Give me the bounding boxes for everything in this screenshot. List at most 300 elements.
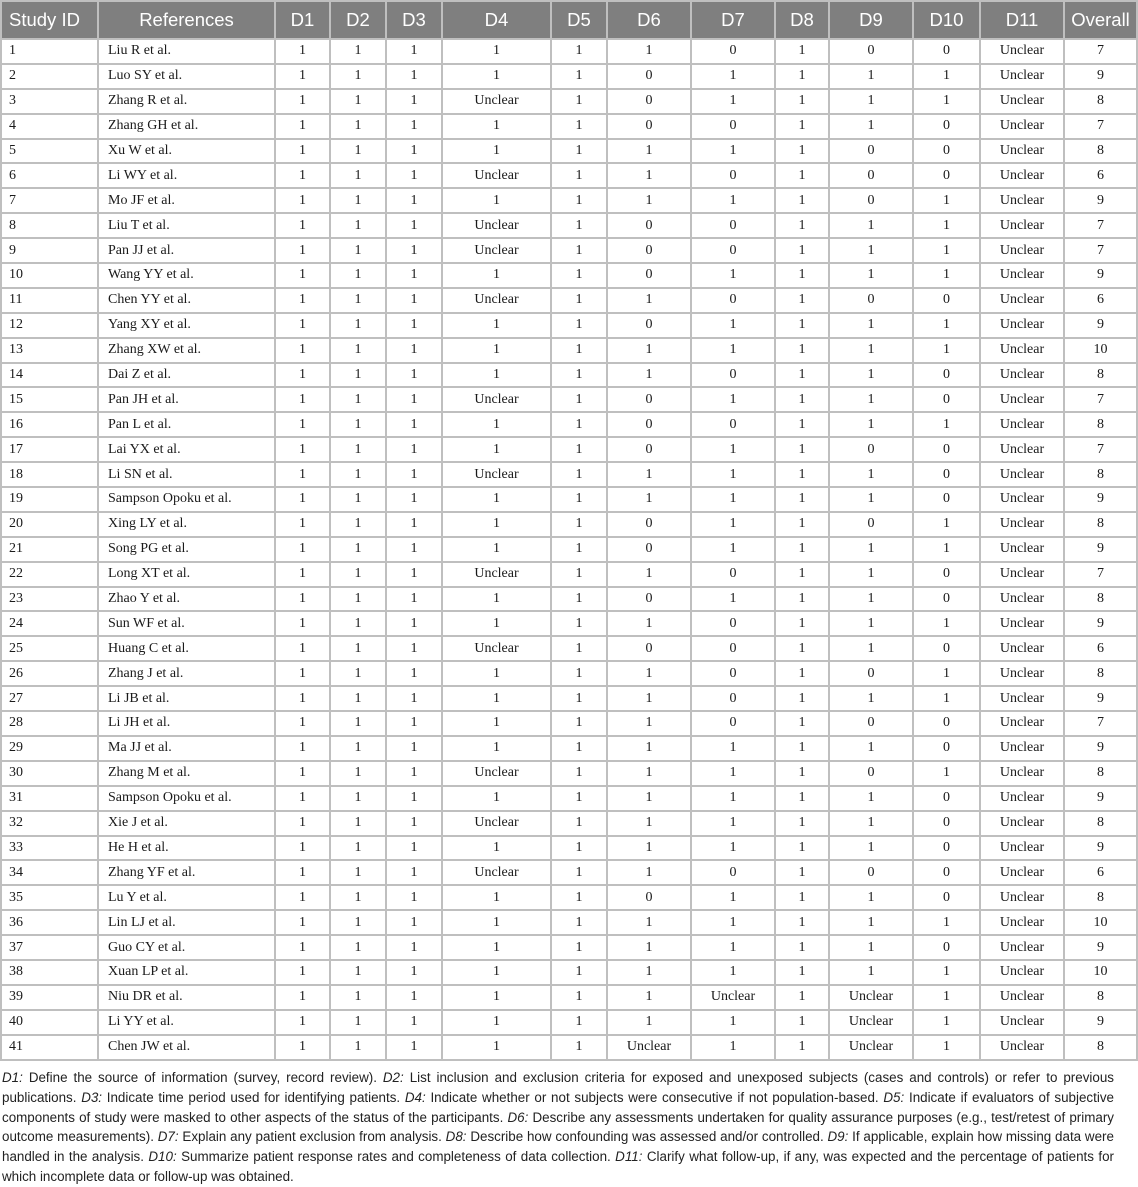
- score-cell: 1: [275, 139, 330, 164]
- score-cell: 1: [551, 860, 607, 885]
- score-cell: 1: [607, 786, 691, 811]
- score-cell: Unclear: [980, 238, 1064, 263]
- table-body: [1, 39, 1137, 1060]
- score-cell: 1: [551, 188, 607, 213]
- table-row: [1, 811, 1137, 836]
- study-id-cell: 40: [1, 1010, 98, 1035]
- study-id-cell: 25: [1, 636, 98, 661]
- footnote-text: Indicate whether or not subjects were consecutive if not population-based.: [430, 1089, 879, 1105]
- score-cell: 1: [913, 1010, 980, 1035]
- reference-cell: Huang C et al.: [98, 636, 275, 661]
- score-cell: 1: [275, 860, 330, 885]
- score-cell: 1: [691, 960, 775, 985]
- score-cell: 1: [386, 412, 442, 437]
- score-cell: 1: [551, 636, 607, 661]
- score-cell: 1: [442, 910, 551, 935]
- score-cell: 1: [829, 686, 913, 711]
- score-cell: Unclear: [980, 761, 1064, 786]
- score-cell: Unclear: [442, 238, 551, 263]
- score-cell: 1: [775, 487, 829, 512]
- score-cell: 1: [829, 114, 913, 139]
- score-cell: 9: [1064, 313, 1137, 338]
- score-cell: 8: [1064, 412, 1137, 437]
- score-cell: 1: [275, 587, 330, 612]
- score-cell: 1: [386, 89, 442, 114]
- score-cell: 1: [386, 910, 442, 935]
- score-cell: 1: [386, 960, 442, 985]
- score-cell: 1: [386, 512, 442, 537]
- score-cell: 8: [1064, 1035, 1137, 1060]
- score-cell: 1: [775, 412, 829, 437]
- score-cell: 8: [1064, 885, 1137, 910]
- score-cell: Unclear: [980, 985, 1064, 1010]
- score-cell: 1: [275, 437, 330, 462]
- score-cell: 1: [275, 39, 330, 64]
- score-cell: 1: [275, 487, 330, 512]
- score-cell: 1: [775, 387, 829, 412]
- score-cell: 1: [442, 587, 551, 612]
- score-cell: 1: [330, 512, 386, 537]
- score-cell: 1: [913, 910, 980, 935]
- score-cell: 7: [1064, 711, 1137, 736]
- score-cell: 1: [829, 263, 913, 288]
- table-row: [1, 39, 1137, 64]
- score-cell: Unclear: [980, 661, 1064, 686]
- score-cell: 1: [442, 711, 551, 736]
- score-cell: 1: [829, 587, 913, 612]
- score-cell: 1: [330, 836, 386, 861]
- study-id-cell: 32: [1, 811, 98, 836]
- score-cell: 1: [330, 860, 386, 885]
- score-cell: 1: [275, 512, 330, 537]
- score-cell: 1: [607, 836, 691, 861]
- table-row: [1, 114, 1137, 139]
- score-cell: 1: [442, 611, 551, 636]
- score-cell: 1: [691, 462, 775, 487]
- score-cell: 1: [275, 736, 330, 761]
- study-id-cell: 2: [1, 64, 98, 89]
- reference-cell: Pan JJ et al.: [98, 238, 275, 263]
- score-cell: 1: [775, 711, 829, 736]
- score-cell: 1: [829, 960, 913, 985]
- score-cell: 1: [386, 686, 442, 711]
- study-id-cell: 24: [1, 611, 98, 636]
- study-id-cell: 27: [1, 686, 98, 711]
- score-cell: 1: [829, 338, 913, 363]
- score-cell: 0: [829, 512, 913, 537]
- score-cell: 10: [1064, 960, 1137, 985]
- score-cell: 1: [330, 885, 386, 910]
- score-cell: 0: [691, 860, 775, 885]
- score-cell: 1: [691, 263, 775, 288]
- score-cell: 1: [275, 1035, 330, 1060]
- score-cell: 1: [829, 387, 913, 412]
- study-id-cell: 33: [1, 836, 98, 861]
- score-cell: 9: [1064, 786, 1137, 811]
- footnote-key: D10:: [148, 1149, 177, 1165]
- score-cell: 0: [691, 238, 775, 263]
- score-cell: 9: [1064, 263, 1137, 288]
- footnote-text: Explain any patient exclusion from analysis.: [182, 1129, 442, 1145]
- score-cell: 1: [691, 1035, 775, 1060]
- score-cell: 1: [275, 661, 330, 686]
- footnote-key: D6:: [507, 1109, 529, 1125]
- score-cell: 1: [442, 64, 551, 89]
- score-cell: 1: [275, 562, 330, 587]
- score-cell: 1: [829, 89, 913, 114]
- score-cell: 7: [1064, 238, 1137, 263]
- score-cell: 1: [330, 736, 386, 761]
- reference-cell: Sampson Opoku et al.: [98, 487, 275, 512]
- score-cell: 1: [386, 338, 442, 363]
- score-cell: 1: [829, 935, 913, 960]
- score-cell: 1: [386, 711, 442, 736]
- score-cell: 0: [607, 114, 691, 139]
- score-cell: 1: [551, 39, 607, 64]
- score-cell: 1: [551, 313, 607, 338]
- score-cell: 1: [551, 985, 607, 1010]
- table-row: [1, 462, 1137, 487]
- score-cell: 6: [1064, 860, 1137, 885]
- score-cell: 1: [275, 213, 330, 238]
- score-cell: 8: [1064, 139, 1137, 164]
- score-cell: 1: [386, 1035, 442, 1060]
- score-cell: 6: [1064, 636, 1137, 661]
- score-cell: 1: [691, 313, 775, 338]
- score-cell: 1: [330, 562, 386, 587]
- score-cell: 1: [775, 263, 829, 288]
- footnote-text: Define the source of information (survey, record review).: [28, 1070, 377, 1085]
- score-cell: 1: [330, 263, 386, 288]
- study-id-cell: 14: [1, 363, 98, 388]
- score-cell: 1: [386, 462, 442, 487]
- score-cell: 1: [775, 1035, 829, 1060]
- score-cell: 1: [275, 238, 330, 263]
- table-footnotes: [2, 1068, 1114, 1187]
- table-row: [1, 1035, 1137, 1060]
- score-cell: Unclear: [980, 885, 1064, 910]
- score-cell: 1: [775, 64, 829, 89]
- reference-cell: He H et al.: [98, 836, 275, 861]
- score-cell: 1: [691, 338, 775, 363]
- score-cell: 1: [913, 512, 980, 537]
- score-cell: 9: [1064, 487, 1137, 512]
- score-cell: 0: [829, 437, 913, 462]
- score-cell: 1: [386, 487, 442, 512]
- score-cell: 1: [775, 313, 829, 338]
- table-row: [1, 163, 1137, 188]
- table-header-row: [1, 1, 1137, 39]
- score-cell: 1: [551, 611, 607, 636]
- score-cell: 0: [829, 711, 913, 736]
- score-cell: 1: [913, 213, 980, 238]
- score-cell: 1: [386, 163, 442, 188]
- reference-cell: Zhang J et al.: [98, 661, 275, 686]
- score-cell: 1: [330, 163, 386, 188]
- score-cell: 10: [1064, 338, 1137, 363]
- score-cell: Unclear: [980, 836, 1064, 861]
- score-cell: Unclear: [980, 412, 1064, 437]
- column-header: D2: [330, 1, 386, 39]
- table-row: [1, 188, 1137, 213]
- score-cell: 0: [829, 661, 913, 686]
- score-cell: 1: [691, 512, 775, 537]
- study-id-cell: 21: [1, 537, 98, 562]
- reference-cell: Sun WF et al.: [98, 611, 275, 636]
- reference-cell: Mo JF et al.: [98, 188, 275, 213]
- score-cell: 1: [442, 263, 551, 288]
- footnote-key: D5:: [883, 1089, 905, 1105]
- score-cell: 1: [330, 412, 386, 437]
- reference-cell: Guo CY et al.: [98, 935, 275, 960]
- footnote-text: If applicable, explain how missing data were handled in the analysis.: [2, 1129, 1114, 1165]
- table-row: [1, 910, 1137, 935]
- study-id-cell: 12: [1, 313, 98, 338]
- score-cell: 8: [1064, 363, 1137, 388]
- table-row: [1, 836, 1137, 861]
- score-cell: 1: [775, 1010, 829, 1035]
- score-cell: Unclear: [980, 562, 1064, 587]
- score-cell: 0: [607, 885, 691, 910]
- score-cell: 8: [1064, 761, 1137, 786]
- score-cell: 0: [829, 288, 913, 313]
- score-cell: 1: [551, 387, 607, 412]
- table-row: [1, 935, 1137, 960]
- score-cell: 1: [275, 288, 330, 313]
- score-cell: 1: [775, 686, 829, 711]
- score-cell: Unclear: [829, 1010, 913, 1035]
- score-cell: 0: [913, 836, 980, 861]
- score-cell: 1: [607, 338, 691, 363]
- table-row: [1, 139, 1137, 164]
- score-cell: 1: [330, 188, 386, 213]
- score-cell: 1: [691, 139, 775, 164]
- table-row: [1, 636, 1137, 661]
- score-cell: 1: [275, 338, 330, 363]
- score-cell: 1: [775, 885, 829, 910]
- score-cell: 1: [275, 811, 330, 836]
- study-id-cell: 11: [1, 288, 98, 313]
- score-cell: 0: [913, 114, 980, 139]
- reference-cell: Dai Z et al.: [98, 363, 275, 388]
- score-cell: 0: [607, 64, 691, 89]
- reference-cell: Lin LJ et al.: [98, 910, 275, 935]
- score-cell: 1: [607, 686, 691, 711]
- score-cell: 1: [551, 487, 607, 512]
- score-cell: 1: [829, 836, 913, 861]
- score-cell: 1: [330, 39, 386, 64]
- table-row: [1, 562, 1137, 587]
- score-cell: 1: [275, 188, 330, 213]
- study-id-cell: 9: [1, 238, 98, 263]
- score-cell: 1: [829, 736, 913, 761]
- score-cell: 0: [913, 163, 980, 188]
- score-cell: 1: [551, 338, 607, 363]
- score-cell: 1: [829, 786, 913, 811]
- score-cell: 0: [691, 213, 775, 238]
- table-row: [1, 686, 1137, 711]
- score-cell: 1: [386, 611, 442, 636]
- score-cell: Unclear: [980, 338, 1064, 363]
- score-cell: 1: [691, 811, 775, 836]
- score-cell: 1: [775, 761, 829, 786]
- score-cell: Unclear: [980, 89, 1064, 114]
- table-row: [1, 661, 1137, 686]
- score-cell: 1: [913, 188, 980, 213]
- score-cell: Unclear: [980, 537, 1064, 562]
- score-cell: 6: [1064, 288, 1137, 313]
- score-cell: 1: [386, 836, 442, 861]
- score-cell: 1: [775, 587, 829, 612]
- score-cell: 1: [330, 238, 386, 263]
- score-cell: 1: [607, 139, 691, 164]
- score-cell: 1: [775, 537, 829, 562]
- score-cell: 1: [330, 139, 386, 164]
- score-cell: 1: [691, 836, 775, 861]
- score-cell: 8: [1064, 985, 1137, 1010]
- score-cell: 1: [551, 139, 607, 164]
- score-cell: 1: [386, 587, 442, 612]
- study-id-cell: 36: [1, 910, 98, 935]
- column-header: D6: [607, 1, 691, 39]
- score-cell: 0: [607, 537, 691, 562]
- score-cell: 6: [1064, 163, 1137, 188]
- score-cell: 1: [275, 786, 330, 811]
- score-cell: 0: [913, 736, 980, 761]
- study-id-cell: 35: [1, 885, 98, 910]
- score-cell: 1: [775, 163, 829, 188]
- reference-cell: Yang XY et al.: [98, 313, 275, 338]
- column-header: D9: [829, 1, 913, 39]
- score-cell: 0: [607, 213, 691, 238]
- table-row: [1, 860, 1137, 885]
- column-header: D8: [775, 1, 829, 39]
- score-cell: Unclear: [980, 139, 1064, 164]
- score-cell: Unclear: [980, 711, 1064, 736]
- score-cell: 1: [275, 960, 330, 985]
- reference-cell: Lu Y et al.: [98, 885, 275, 910]
- score-cell: Unclear: [442, 636, 551, 661]
- study-id-cell: 4: [1, 114, 98, 139]
- score-cell: 0: [829, 163, 913, 188]
- score-cell: 1: [386, 64, 442, 89]
- score-cell: 1: [775, 213, 829, 238]
- score-cell: 1: [607, 761, 691, 786]
- column-header: D10: [913, 1, 980, 39]
- table-row: [1, 611, 1137, 636]
- score-cell: 9: [1064, 537, 1137, 562]
- score-cell: 1: [913, 89, 980, 114]
- score-cell: 8: [1064, 512, 1137, 537]
- table-row: [1, 412, 1137, 437]
- score-cell: 0: [913, 288, 980, 313]
- score-cell: Unclear: [980, 387, 1064, 412]
- score-cell: 0: [913, 39, 980, 64]
- score-cell: Unclear: [691, 985, 775, 1010]
- table-row: [1, 263, 1137, 288]
- reference-cell: Chen YY et al.: [98, 288, 275, 313]
- score-cell: 1: [330, 761, 386, 786]
- study-id-cell: 17: [1, 437, 98, 462]
- score-cell: 0: [913, 462, 980, 487]
- score-cell: 1: [607, 860, 691, 885]
- study-id-cell: 8: [1, 213, 98, 238]
- study-id-cell: 30: [1, 761, 98, 786]
- study-id-cell: 39: [1, 985, 98, 1010]
- score-cell: 1: [386, 736, 442, 761]
- score-cell: 1: [775, 811, 829, 836]
- score-cell: 1: [775, 188, 829, 213]
- reference-cell: Sampson Opoku et al.: [98, 786, 275, 811]
- score-cell: 1: [913, 611, 980, 636]
- column-header: Overall: [1064, 1, 1137, 39]
- study-id-cell: 23: [1, 587, 98, 612]
- score-cell: Unclear: [980, 786, 1064, 811]
- score-cell: 8: [1064, 661, 1137, 686]
- score-cell: 1: [775, 238, 829, 263]
- score-cell: 0: [607, 587, 691, 612]
- score-cell: 0: [913, 562, 980, 587]
- score-cell: 1: [691, 761, 775, 786]
- reference-cell: Xu W et al.: [98, 139, 275, 164]
- score-cell: 1: [275, 462, 330, 487]
- score-cell: Unclear: [980, 910, 1064, 935]
- score-cell: 1: [330, 711, 386, 736]
- score-cell: 1: [691, 736, 775, 761]
- score-cell: Unclear: [980, 686, 1064, 711]
- reference-cell: Xing LY et al.: [98, 512, 275, 537]
- score-cell: 1: [275, 263, 330, 288]
- study-id-cell: 22: [1, 562, 98, 587]
- score-cell: 1: [442, 985, 551, 1010]
- score-cell: 1: [442, 960, 551, 985]
- study-id-cell: 31: [1, 786, 98, 811]
- score-cell: 1: [691, 935, 775, 960]
- score-cell: 1: [442, 437, 551, 462]
- score-cell: Unclear: [980, 363, 1064, 388]
- score-cell: 0: [913, 935, 980, 960]
- score-cell: 1: [551, 412, 607, 437]
- score-cell: 1: [551, 761, 607, 786]
- footnote-key: D1:: [2, 1070, 23, 1085]
- score-cell: 1: [330, 786, 386, 811]
- score-cell: 9: [1064, 935, 1137, 960]
- score-cell: 9: [1064, 64, 1137, 89]
- score-cell: 1: [442, 885, 551, 910]
- score-cell: 1: [775, 89, 829, 114]
- score-cell: 1: [691, 64, 775, 89]
- reference-cell: Niu DR et al.: [98, 985, 275, 1010]
- score-cell: 9: [1064, 736, 1137, 761]
- score-cell: 1: [330, 910, 386, 935]
- study-id-cell: 7: [1, 188, 98, 213]
- score-cell: 1: [330, 462, 386, 487]
- score-cell: 1: [607, 910, 691, 935]
- score-cell: 0: [607, 313, 691, 338]
- score-cell: 0: [691, 661, 775, 686]
- score-cell: 1: [442, 736, 551, 761]
- score-cell: 1: [275, 412, 330, 437]
- score-cell: 7: [1064, 213, 1137, 238]
- score-cell: Unclear: [980, 860, 1064, 885]
- reference-cell: Lai YX et al.: [98, 437, 275, 462]
- score-cell: 1: [330, 587, 386, 612]
- study-id-cell: 38: [1, 960, 98, 985]
- study-id-cell: 6: [1, 163, 98, 188]
- score-cell: 1: [275, 387, 330, 412]
- score-cell: 1: [442, 313, 551, 338]
- score-cell: 1: [275, 761, 330, 786]
